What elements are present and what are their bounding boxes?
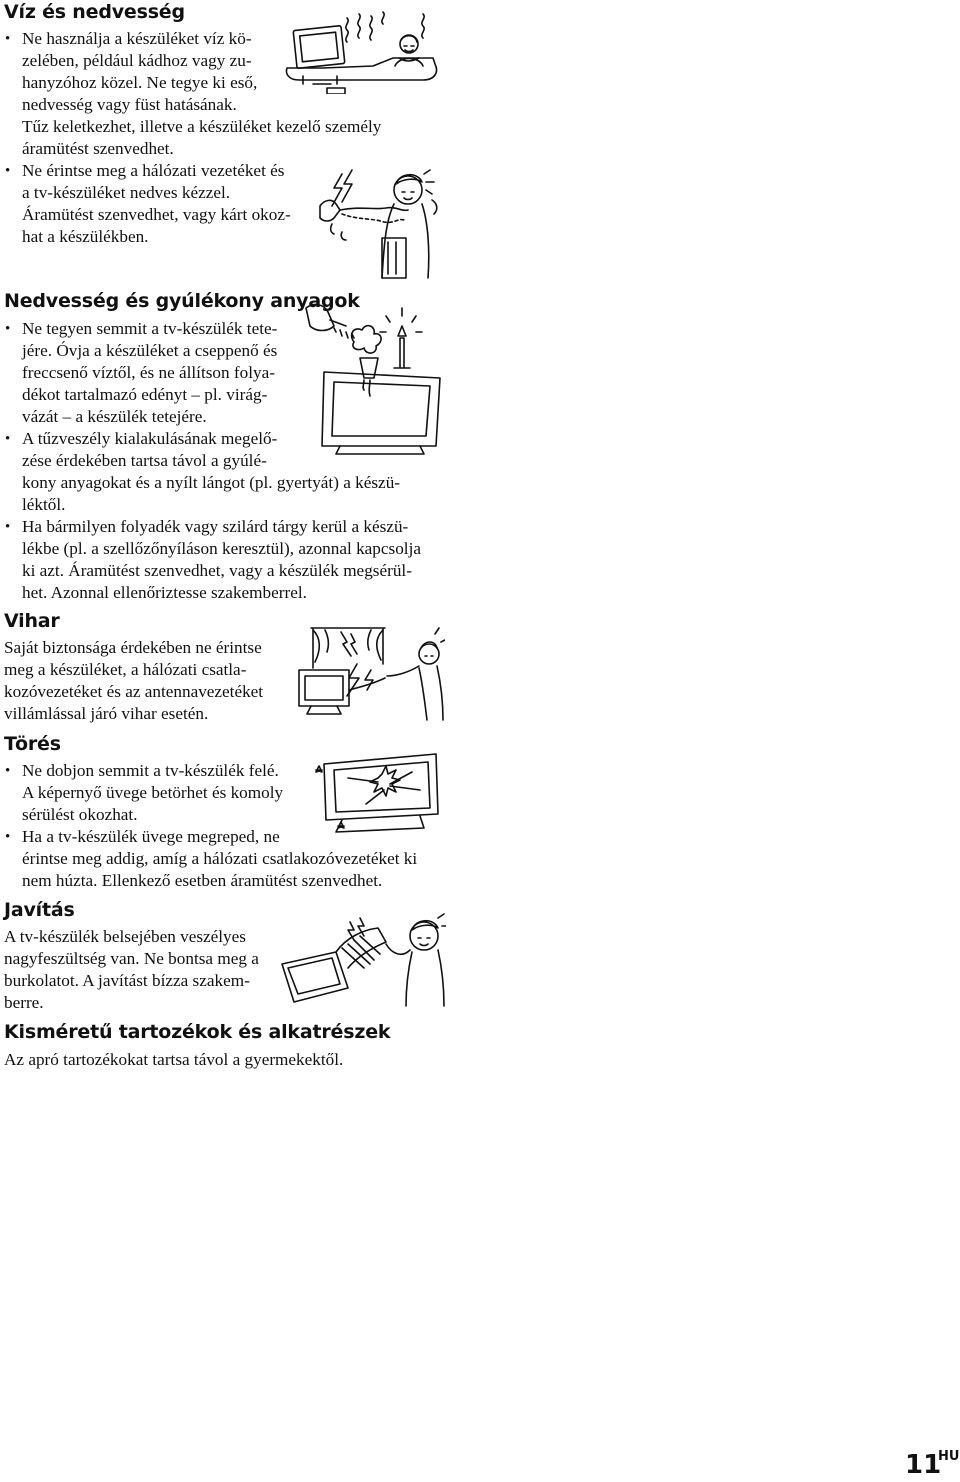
bullet-water-1: • Ne használja a készüléket víz kö- zelében, például kádhoz vagy zu- hanyzóhoz közel. Ne tegye ki eső, nedvesség vagy füst hatásának. Tűz keletkezhet, illetve a készüléket kezelő személy áramütést szenvedhet. — [4, 28, 381, 160]
small-parts-paragraph: Az apró tartozékokat tartsa távol a gyermekektől. — [4, 1050, 344, 1069]
storm-paragraph: Saját biztonsága érdekében ne érintse meg a készüléket, a hálózati csatla- kozóvezetéket és az antennavezetéket villámlással járó vihar esetén. — [4, 638, 264, 723]
repair-paragraph: A tv-készülék belsejében veszélyes nagyfeszültség van. Ne bontsa meg a burkolatot. A javítást bízza szakem- berre. — [4, 927, 259, 1012]
bullet-breakage-2: • Ha a tv-készülék üvege megreped, ne érintse meg addig, amíg a hálózati csatlakozóvezetéket ki nem húzta. Ellenkező esetben áramütést szenvedhet. — [4, 826, 417, 892]
illustration-tv-bathtub — [283, 6, 443, 94]
bullet-water-2: • Ne érintse meg a hálózati vezetéket és a tv-készüléket nedves kézzel. Áramütést szenvedhet, vagy kárt okoz- hat a készülékben. — [4, 160, 381, 248]
heading-water: Víz és nedvesség — [4, 1, 185, 23]
heading-breakage: Törés — [4, 733, 61, 755]
language-code: HU — [938, 1449, 960, 1464]
illustration-storm-lightning — [285, 620, 445, 722]
illustration-broken-screen — [308, 748, 444, 840]
illustration-repair-cover — [278, 908, 446, 1008]
heading-flammable: Nedvesség és gyúlékony anyagok — [4, 290, 360, 312]
heading-small-parts: Kisméretű tartozékok és alkatrészek — [4, 1021, 391, 1043]
page-number: 11 — [905, 1450, 942, 1480]
heading-storm: Vihar — [4, 610, 60, 632]
bullet-flammable-3: • Ha bármilyen folyadék vagy szilárd tárgy kerül a készü- lékbe (pl. a szellőzőnyíláson keresztül), azonnal kapcsolja ki azt. Áramütést szenvedhet, vagy a készülék megsérül- het. Azonnal ellenőriztesse szakemberrel. — [4, 516, 421, 604]
heading-repair: Javítás — [4, 899, 75, 921]
bullet-flammable-2: • A tűzveszély kialakulásának megelő- zése érdekében tartsa távol a gyúlé- kony anyagokat és a nyílt lángot (pl. gyertyát) a készü- léktől. — [4, 428, 421, 516]
bullet-flammable-1: • Ne tegyen semmit a tv-készülék tete- jére. Óvja a készüléket a cseppenő és freccsenő víztől, és ne állítson folya- dékot tartalmazó edényt – pl. virág- vázát – a készülék tetejére. — [4, 318, 421, 428]
illustration-tv-vase-candle — [300, 296, 448, 456]
illustration-wet-hands-plug — [312, 160, 442, 282]
bullet-breakage-1: • Ne dobjon semmit a tv-készülék felé. A képernyő üvege betörhet és komoly sérülést okozhat. — [4, 760, 417, 826]
